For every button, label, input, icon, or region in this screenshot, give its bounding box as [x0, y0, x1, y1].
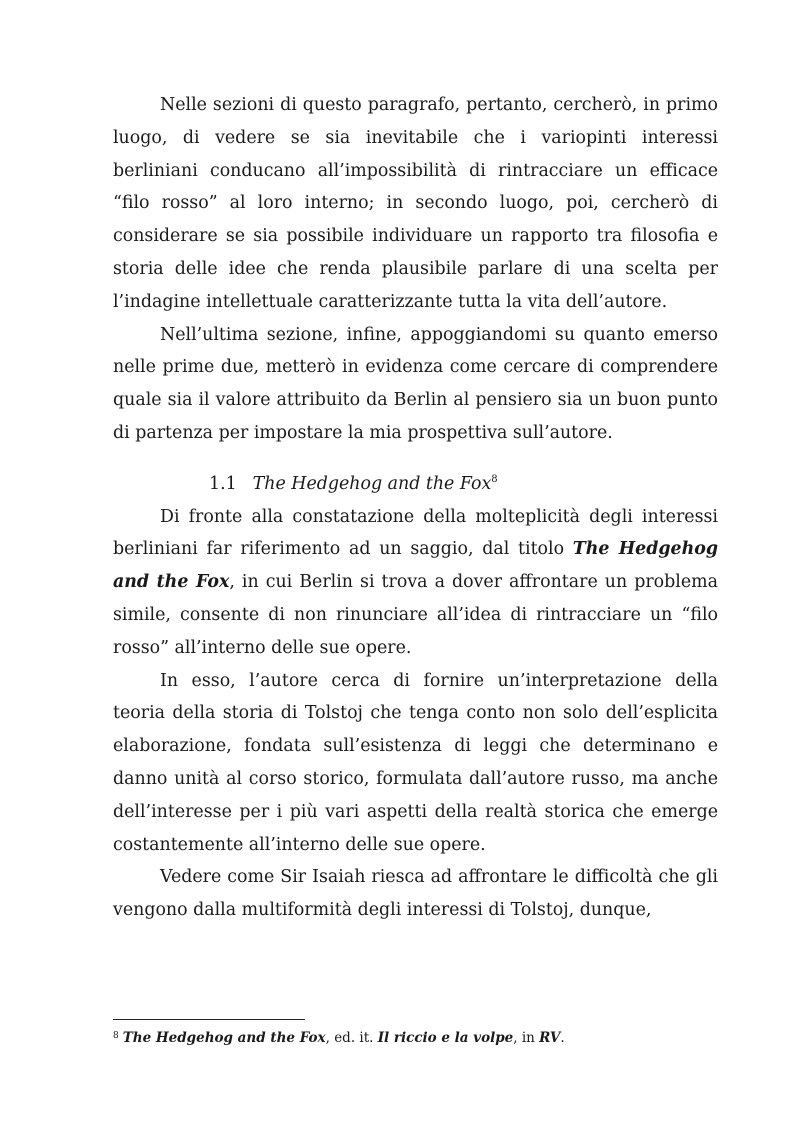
paragraph-hedgehog-essay: [113, 501, 718, 665]
footnote-text: .: [560, 1030, 565, 1046]
footnote-italian-title: Il riccio e la volpe: [377, 1030, 514, 1046]
footnote-marker: 8: [113, 1031, 119, 1041]
footnote-separator: [113, 1019, 305, 1020]
section-title: The Hedgehog and the Fox: [252, 473, 492, 494]
paragraph-tolstoj: In esso, l’autore cerca di fornire un’interpretazione della teoria della storia di Tolstoj che tenga conto non solo dell’esplicita elaborazione, fondata sull’esistenza di leggi che determinano e danno unità al corso storico, formulata dall’autore russo, ma anche dell’interesse per i più vari aspetti della realtà storica che emerge costantemente all’interno delle sue opere.: [113, 670, 718, 855]
page-body: [113, 89, 718, 927]
footnote-title: The Hedgehog and the Fox: [122, 1030, 326, 1046]
paragraph-last-section: Nell’ultima sezione, infine, appoggiandomi su quanto emerso nelle prime due, metterò in evidenza come cercare di comprendere quale sia il valore attribuito da Berlin al pensiero sia un buon punto di partenza per impostare la mia prospettiva sull’autore.: [113, 324, 718, 443]
paragraph-continuation: Vedere come Sir Isaiah riesca ad affrontare le difficoltà che gli vengono dalla multiformità degli interessi di Tolstoj, dunque,: [113, 867, 718, 921]
section-heading: [113, 468, 718, 501]
essay-title: The Hedgehog and the Fox: [113, 539, 718, 593]
footnote-reference[interactable]: 8: [491, 473, 498, 485]
section-number: 1.1: [209, 473, 237, 494]
footnote-text: , in: [513, 1030, 540, 1046]
footnote-source: RV: [539, 1030, 561, 1046]
footnote-text: , ed. it.: [325, 1030, 378, 1046]
paragraph-text: Di fronte alla constatazione della molteplicità degli interessi berliniani far riferimento ad un saggio, dal titolo: [113, 506, 718, 560]
paragraph-text: , in cui Berlin si trova a dover affrontare un problema simile, consente di non rinunciare all’idea di rintracciare un “filo rosso” all’interno delle sue opere.: [113, 572, 718, 658]
paragraph-intro: Nelle sezioni di questo paragrafo, pertanto, cercherò, in primo luogo, di vedere se sia inevitabile che i variopinti interessi berliniani conducano all’impossibilità di rintracciare un efficace “filo rosso” al loro interno; in secondo luogo, poi, cercherò di considerare se sia possibile individuare un rapporto tra filosofia e storia delle idee che renda plausibile parlare di una scelta per l’indagine intellettuale caratterizzante tutta la vita dell’autore.: [113, 95, 718, 312]
footnote: [113, 1028, 718, 1048]
